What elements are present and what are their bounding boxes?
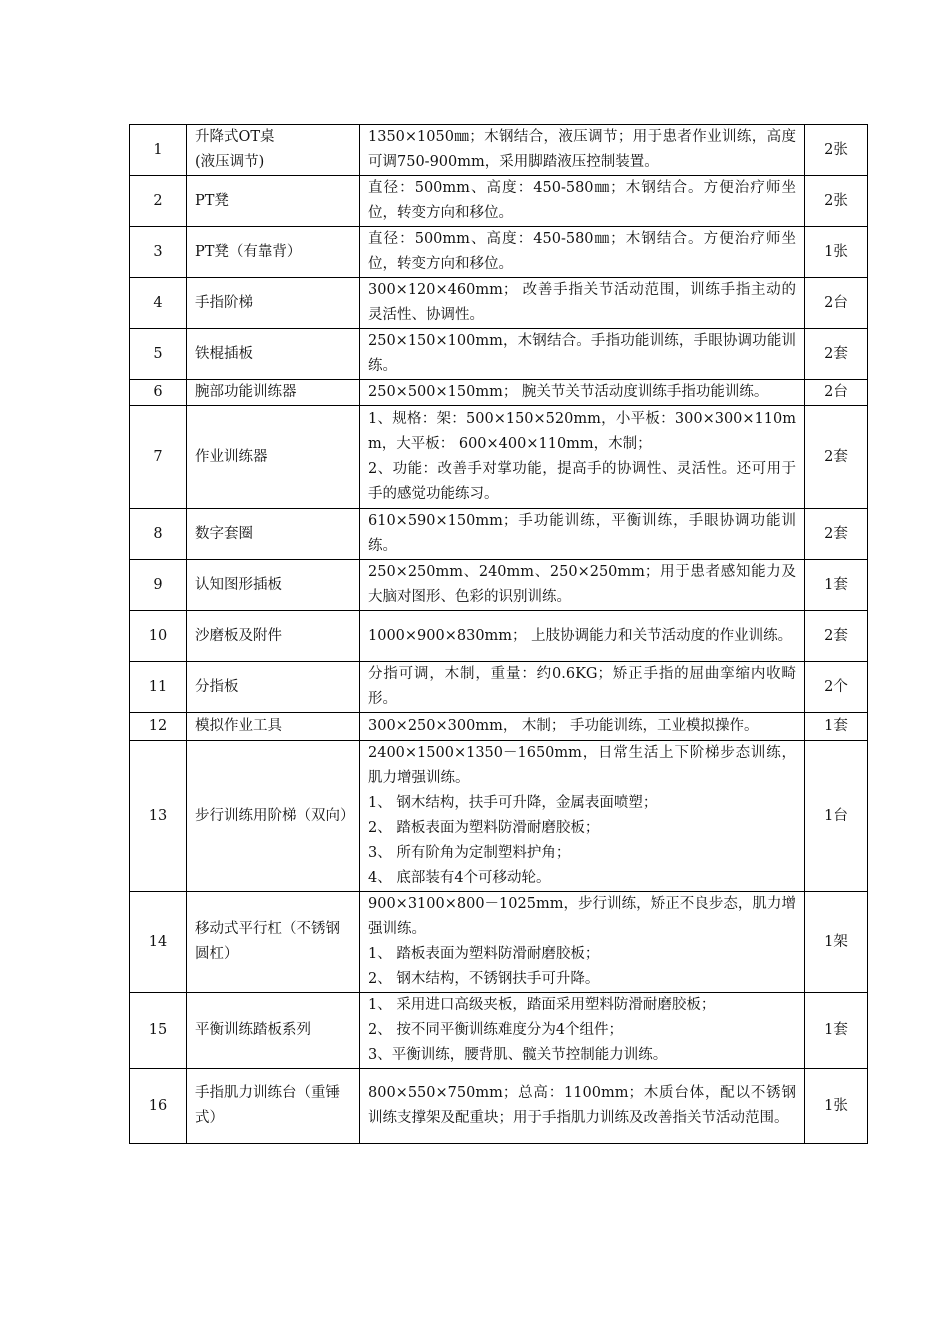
equipment-quantity: 2个 [805, 662, 868, 713]
equipment-name [187, 227, 360, 278]
equipment-name [187, 611, 360, 662]
equipment-quantity: 2套 [805, 509, 868, 560]
equipment-spec-line: 分指可调，木制，重量：约0.6KG；矫正手指的屈曲挛缩内收畸形。 [368, 666, 796, 707]
row-number: 3 [130, 227, 187, 278]
equipment-quantity: 1张 [805, 227, 868, 278]
table-row [130, 227, 868, 278]
table-row [130, 278, 868, 329]
equipment-name-line: 手指肌力训练台（重锤式） [195, 1085, 340, 1126]
equipment-spec-line: 2、 钢木结构，不锈钢扶手可升降。 [368, 971, 600, 987]
equipment-spec [360, 380, 805, 406]
table-row [130, 406, 868, 509]
equipment-spec [360, 329, 805, 380]
equipment-name [187, 662, 360, 713]
equipment-name-line: 数字套圈 [195, 525, 253, 542]
equipment-spec [360, 892, 805, 993]
equipment-name [187, 741, 360, 892]
equipment-spec-line: 300×250×300mm， 木制； 手功能训练，工业模拟操作。 [368, 718, 759, 734]
equipment-name [187, 509, 360, 560]
table-row [130, 713, 868, 741]
table-row [130, 329, 868, 380]
row-number: 4 [130, 278, 187, 329]
table-row [130, 662, 868, 713]
equipment-name-line: PT凳 [195, 192, 229, 209]
equipment-spec-line: 610×590×150mm；手功能训练，平衡训练，手眼协调功能训练。 [368, 513, 796, 554]
row-number: 13 [130, 741, 187, 892]
equipment-name [187, 892, 360, 993]
equipment-name [187, 176, 360, 227]
table-row [130, 993, 868, 1069]
equipment-name [187, 278, 360, 329]
table-row [130, 1069, 868, 1144]
row-number: 7 [130, 406, 187, 509]
equipment-quantity: 2套 [805, 611, 868, 662]
equipment-name [187, 560, 360, 611]
equipment-spec-line: 250×150×100mm，木钢结合。手指功能训练，手眼协调功能训练。 [368, 333, 796, 374]
table-row [130, 176, 868, 227]
equipment-spec [360, 406, 805, 509]
table-row [130, 611, 868, 662]
row-number: 12 [130, 713, 187, 741]
equipment-quantity: 1台 [805, 741, 868, 892]
row-number: 15 [130, 993, 187, 1069]
equipment-spec-line: 1000×900×830mm； 上肢协调能力和关节活动度的作业训练。 [368, 627, 793, 644]
equipment-name [187, 406, 360, 509]
equipment-name-line: 模拟作业工具 [195, 718, 282, 734]
equipment-spec-line: 900×3100×800－1025mm，步行训练，矫正不良步态，肌力增强训练。 [368, 896, 796, 937]
equipment-name [187, 1069, 360, 1144]
row-number: 8 [130, 509, 187, 560]
equipment-spec-line: 1、 钢木结构，扶手可升降，金属表面喷塑； [368, 795, 658, 811]
equipment-spec-line: 2、 踏板表面为塑料防滑耐磨胶板； [368, 820, 600, 836]
equipment-spec-line: 1、规格：架：500×150×520mm，小平板：300×300×110mm，大平板： 600×400×110mm，木制； [368, 411, 796, 452]
equipment-spec [360, 993, 805, 1069]
equipment-spec-line: 3、平衡训练，腰背肌、髋关节控制能力训练。 [368, 1047, 668, 1063]
equipment-spec-line: 1350×1050㎜；木钢结合，液压调节；用于患者作业训练，高度可调750-900mm，采用脚踏液压控制装置。 [368, 129, 796, 170]
equipment-name [187, 993, 360, 1069]
equipment-spec-line: 2400×1500×1350－1650mm，日常生活上下阶梯步态训练，肌力增强训练。 [368, 745, 796, 786]
equipment-name-line: 步行训练用阶梯（双向） [195, 807, 355, 824]
equipment-name-line: 升降式OT桌 [195, 129, 275, 145]
equipment-quantity: 2台 [805, 278, 868, 329]
equipment-name [187, 329, 360, 380]
row-number: 11 [130, 662, 187, 713]
equipment-name-line: 分指板 [195, 678, 239, 695]
equipment-quantity: 1套 [805, 713, 868, 741]
equipment-spec-line: 1、 采用进口高级夹板，踏面采用塑料防滑耐磨胶板； [368, 997, 716, 1013]
equipment-spec-line: 1、 踏板表面为塑料防滑耐磨胶板； [368, 946, 600, 962]
equipment-name-line: PT凳（有靠背） [195, 243, 302, 260]
equipment-name-line: 移动式平行杠（不锈钢圆杠） [195, 921, 340, 962]
row-number: 10 [130, 611, 187, 662]
equipment-quantity: 1张 [805, 1069, 868, 1144]
equipment-spec [360, 227, 805, 278]
row-number: 2 [130, 176, 187, 227]
equipment-spec [360, 278, 805, 329]
equipment-spec-line: 800×550×750mm；总高：1100mm；木质台体，配以不锈钢训练支撑架及配重块；用于手指肌力训练及改善指关节活动范围。 [368, 1085, 796, 1126]
equipment-spec-line: 250×500×150mm； 腕关节关节活动度训练手指功能训练。 [368, 384, 769, 400]
equipment-quantity: 2张 [805, 125, 868, 176]
equipment-name-line: 手指阶梯 [195, 294, 253, 311]
equipment-name-line: 铁棍插板 [195, 345, 253, 362]
row-number: 1 [130, 125, 187, 176]
equipment-table [129, 124, 868, 1144]
equipment-name-line: 认知图形插板 [195, 576, 282, 593]
equipment-spec [360, 509, 805, 560]
equipment-name-line: (液压调节) [195, 154, 265, 170]
equipment-spec-line: 4、 底部装有4个可移动轮。 [368, 870, 551, 886]
equipment-spec [360, 125, 805, 176]
table-row [130, 560, 868, 611]
equipment-quantity: 2套 [805, 406, 868, 509]
equipment-spec [360, 741, 805, 892]
equipment-spec [360, 662, 805, 713]
table-row [130, 892, 868, 993]
equipment-spec-line: 3、 所有阶角为定制塑料护角； [368, 845, 571, 861]
table-row [130, 125, 868, 176]
equipment-quantity: 1套 [805, 993, 868, 1069]
equipment-spec [360, 1069, 805, 1144]
row-number: 14 [130, 892, 187, 993]
equipment-name-line: 腕部功能训练器 [195, 384, 297, 400]
equipment-name [187, 125, 360, 176]
equipment-name-line: 平衡训练踏板系列 [195, 1022, 311, 1038]
equipment-spec-line: 2、 按不同平衡训练难度分为4个组件； [368, 1022, 624, 1038]
row-number: 16 [130, 1069, 187, 1144]
row-number: 6 [130, 380, 187, 406]
table-row [130, 741, 868, 892]
equipment-spec-line: 直径：500mm、高度：450-580㎜；木钢结合。方便治疗师坐位，转变方向和移位。 [368, 180, 796, 221]
equipment-spec [360, 713, 805, 741]
equipment-quantity: 1架 [805, 892, 868, 993]
equipment-spec-line: 250×250mm、240mm、250×250mm；用于患者感知能力及大脑对图形、色彩的识别训练。 [368, 564, 796, 605]
equipment-spec-line: 300×120×460mm； 改善手指关节活动范围，训练手指主动的灵活性、协调性。 [368, 282, 796, 323]
equipment-spec-line: 直径：500mm、高度：450-580㎜；木钢结合。方便治疗师坐位，转变方向和移位。 [368, 231, 796, 272]
equipment-spec [360, 176, 805, 227]
equipment-spec-line: 2、功能：改善手对掌功能，提高手的协调性、灵活性。还可用于手的感觉功能练习。 [368, 461, 796, 502]
row-number: 5 [130, 329, 187, 380]
equipment-quantity: 1套 [805, 560, 868, 611]
equipment-spec [360, 560, 805, 611]
table-row [130, 380, 868, 406]
equipment-quantity: 2套 [805, 329, 868, 380]
table-row [130, 509, 868, 560]
equipment-spec [360, 611, 805, 662]
equipment-quantity: 2台 [805, 380, 868, 406]
equipment-name-line: 作业训练器 [195, 448, 268, 465]
equipment-name [187, 380, 360, 406]
equipment-name [187, 713, 360, 741]
equipment-quantity: 2张 [805, 176, 868, 227]
row-number: 9 [130, 560, 187, 611]
equipment-name-line: 沙磨板及附件 [195, 627, 282, 644]
